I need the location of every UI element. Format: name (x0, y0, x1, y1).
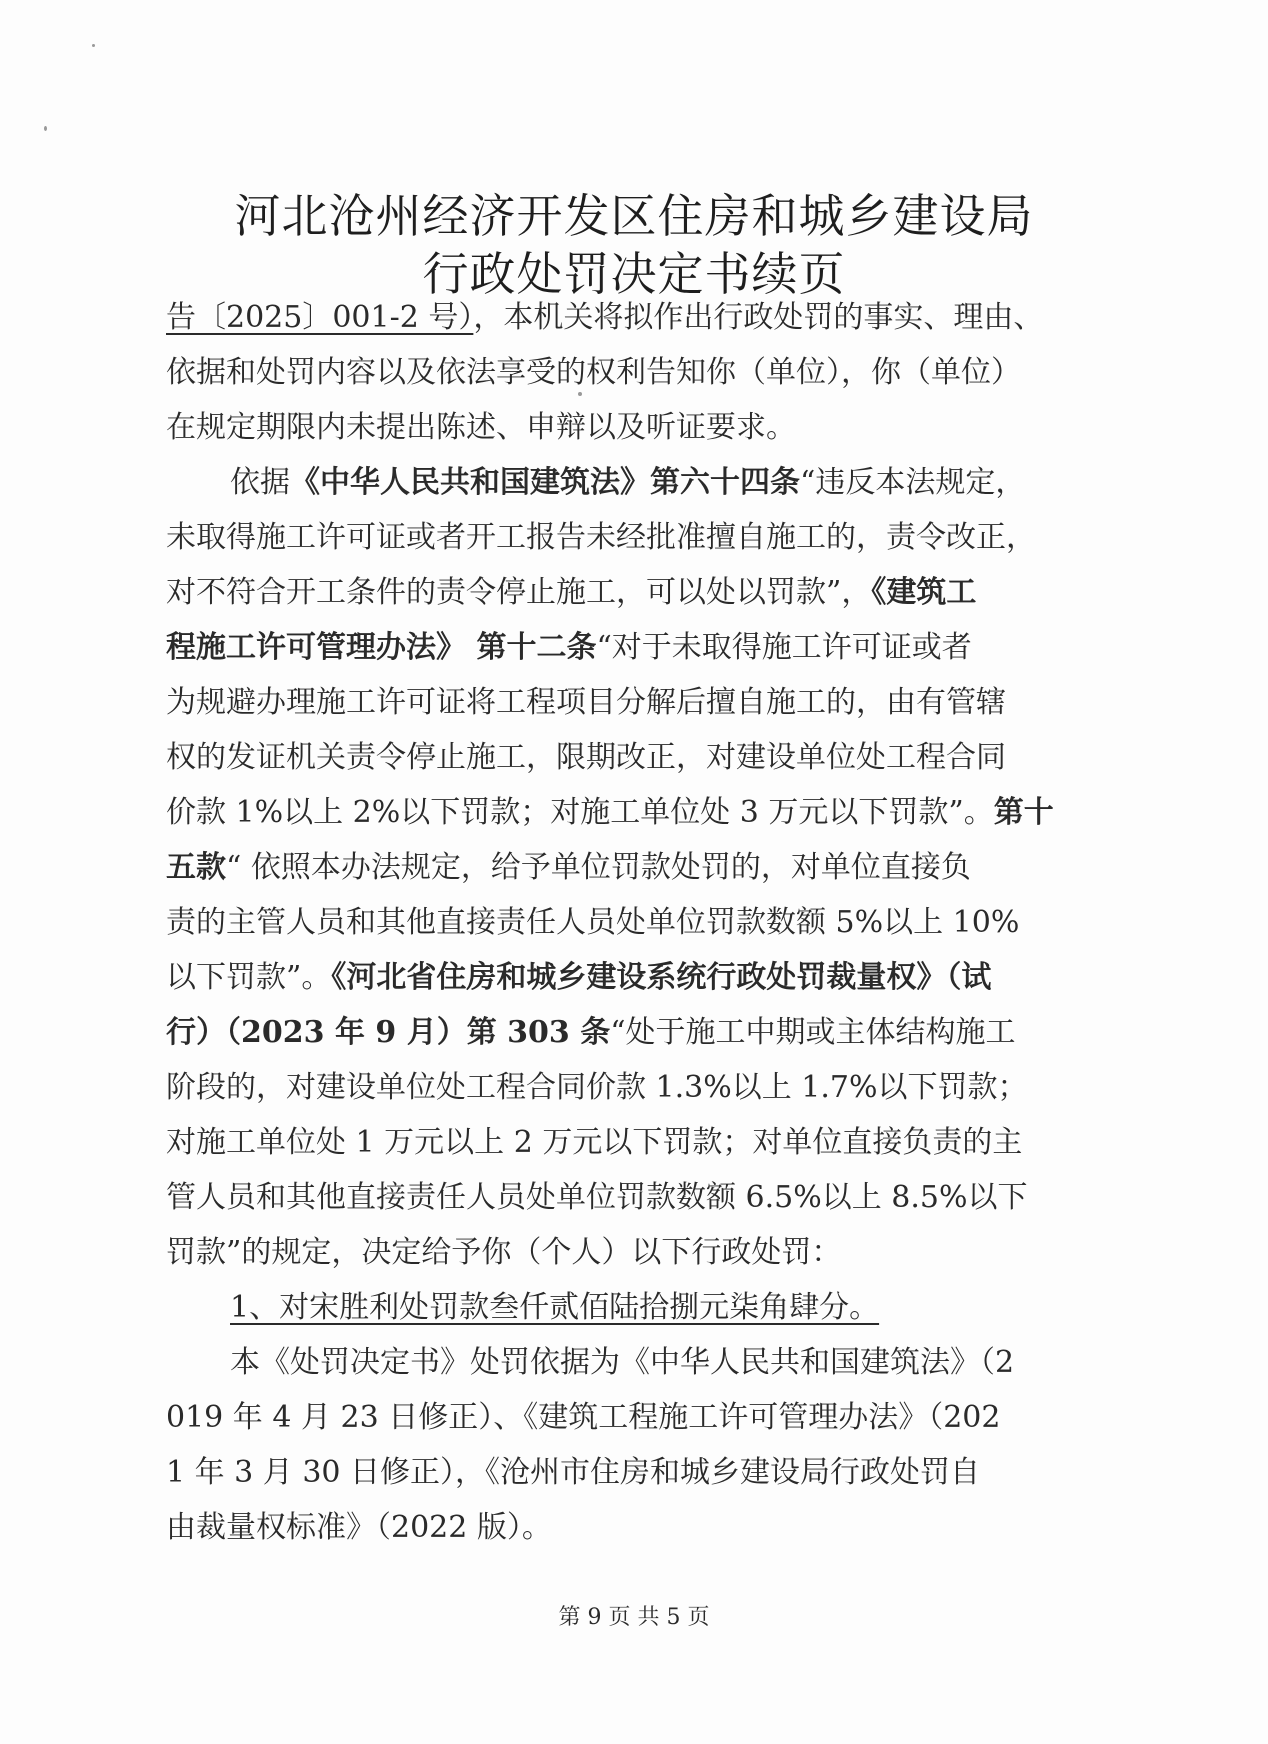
text-run: 阶段的，对建设单位处工程合同价款 1.3%以上 1.7%以下罚款； (166, 1070, 1028, 1105)
body-line (166, 628, 972, 668)
text-run: 对不符合开工条件的责令停止施工，可以处以罚款”， (166, 575, 872, 610)
page-number-footer: 第 9 页 共 5 页 (558, 1605, 710, 1630)
text-run: “处于施工中期或主体结构施工 (610, 1015, 1016, 1050)
document-title-line2: 行政处罚决定书续页 (422, 247, 846, 301)
text-run: 019 年 4 月 23 日修正）、《建筑工程施工许可管理办法》（202 (166, 1400, 1001, 1435)
body-line (166, 1178, 1028, 1218)
law-citation: 行）（2023 年 9 月）第 303 条 (166, 1015, 611, 1050)
text-run: 本《处罚决定书》处罚依据为《中华人民共和国建筑法》（2 (230, 1345, 1015, 1380)
text-run: 以下罚款”。 (166, 960, 332, 995)
document-title-line1: 河北沧州经济开发区住房和城乡建设局 (234, 189, 1034, 243)
body-line (166, 518, 1036, 558)
body-line (166, 1068, 1028, 1108)
body-line (230, 1288, 879, 1328)
body-line (166, 353, 1021, 393)
body-line (166, 1233, 841, 1273)
body-line (166, 1398, 1000, 1438)
text-run: 依据和处罚内容以及依法享受的权利告知你（单位），你（单位） (166, 355, 1021, 390)
body-line (166, 1013, 1016, 1053)
text-run: “ 依照本办法规定，给予单位罚款处罚的，对单位直接负 (226, 850, 971, 885)
body-line (166, 738, 1006, 778)
law-citation: 第十 (993, 795, 1054, 830)
body-line (166, 573, 976, 613)
case-number-underlined: 告〔2025〕001-2 号） (166, 300, 474, 335)
body-line (166, 683, 1006, 723)
body-line (166, 408, 796, 448)
text-run: 为规避办理施工许可证将工程项目分解后擅自施工的，由有管辖 (166, 685, 1006, 720)
law-citation: 《河北省住房和城乡建设系统行政处罚裁量权》（试 (331, 960, 992, 995)
body-line (166, 793, 1054, 833)
body-line (230, 1343, 1014, 1383)
text-run: 对施工单位处 1 万元以上 2 万元以下罚款；对单位直接负责的主 (166, 1125, 1023, 1160)
text-run: “对于未取得施工许可证或者 (596, 630, 972, 665)
text-run: “违反本法规定， (800, 465, 1026, 500)
text-run: 依据 (230, 465, 290, 500)
body-line (230, 463, 1025, 503)
text-run: 1 年 3 月 30 日修正），《沧州市住房和城乡建设局行政处罚自 (166, 1455, 981, 1490)
text-run: 未取得施工许可证或者开工报告未经批准擅自施工的，责令改正， (166, 520, 1036, 555)
body-line (166, 1123, 1022, 1163)
body-line (166, 1508, 552, 1548)
text-run: 罚款”的规定，决定给予你（个人）以下行政处罚： (166, 1235, 842, 1270)
text-run: 在规定期限内未提出陈述、申辩以及听证要求。 (166, 410, 796, 445)
law-citation: 五款 (166, 850, 226, 885)
penalty-decision-underlined: 1、对宋胜利处罚款叁仟贰佰陆拾捌元柒角肆分。 (230, 1290, 880, 1325)
text-run: 由裁量权标准》（2022 版）。 (166, 1510, 552, 1545)
text-run: 价款 1%以上 2%以下罚款；对施工单位处 3 万元以下罚款”。 (166, 795, 994, 830)
body-line (166, 848, 971, 888)
law-citation: 《中华人民共和国建筑法》第六十四条 (290, 465, 800, 500)
text-run: 权的发证机关责令停止施工，限期改正，对建设单位处工程合同 (166, 740, 1006, 775)
body-line (166, 298, 1043, 338)
body-line (166, 1453, 980, 1493)
scan-speck (92, 44, 95, 47)
text-run: 责的主管人员和其他直接责任人员处单位罚款数额 5%以上 10% (166, 905, 1020, 940)
text-run: ，本机关将拟作出行政处罚的事实、理由、 (473, 300, 1044, 335)
body-line (166, 958, 991, 998)
law-citation: 程施工许可管理办法》 第十二条 (166, 630, 597, 665)
law-citation: 《建筑工 (871, 575, 977, 610)
body-line (166, 903, 1019, 943)
text-run: 管人员和其他直接责任人员处单位罚款数额 6.5%以上 8.5%以下 (166, 1180, 1028, 1215)
scan-speck (44, 126, 47, 131)
